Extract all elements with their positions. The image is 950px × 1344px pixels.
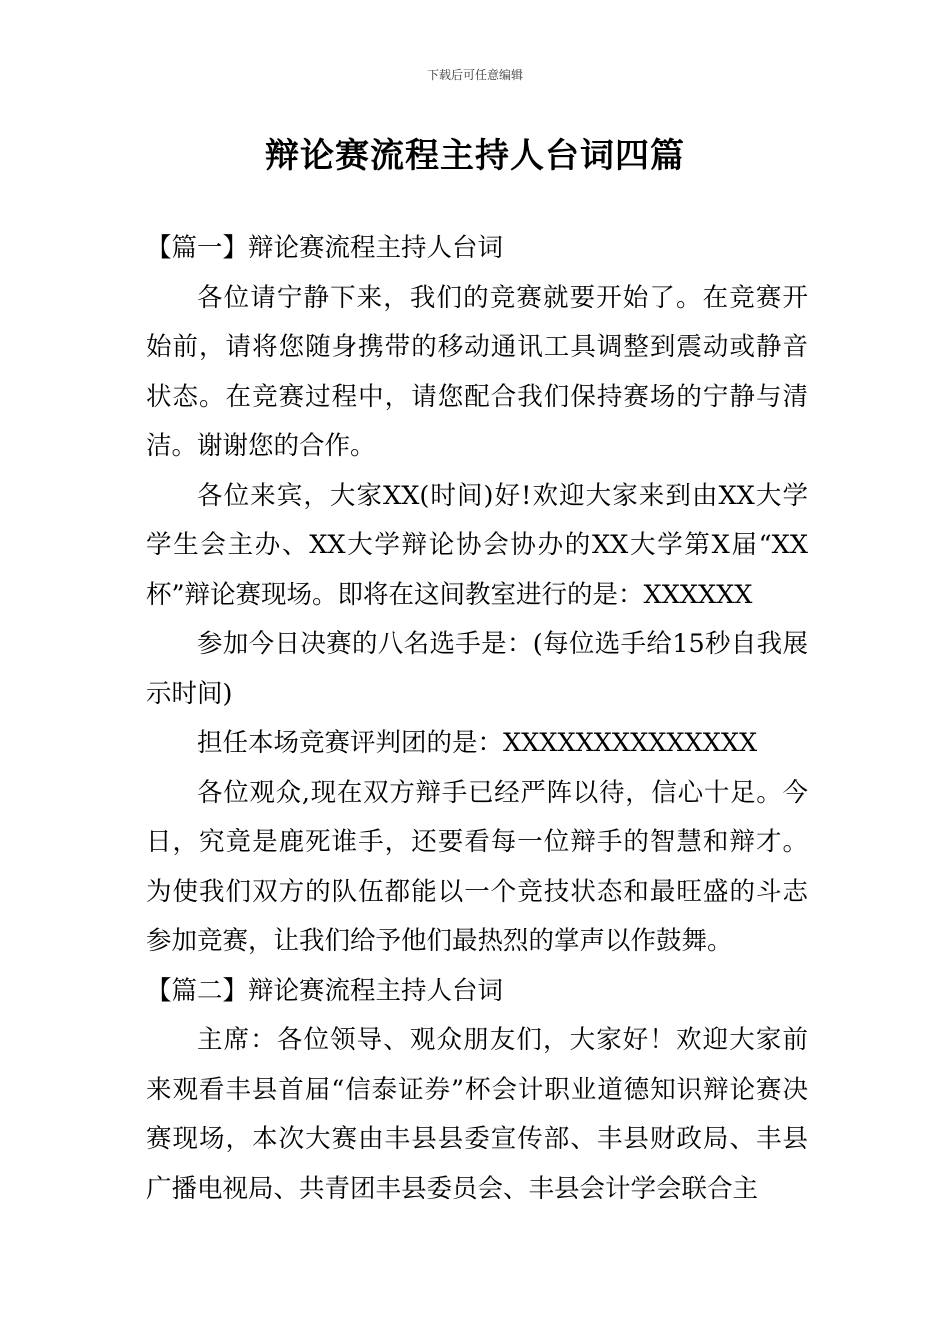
header-note: 下载后可任意编辑 [426, 68, 523, 82]
paragraph-2: 各位来宾，大家XX(时间)好!欢迎大家来到由XX大学学生会主办、XX大学辩论协会协办的XX大学第X届“XX杯”辩论赛现场。即将在这间教室进行的是：XXXXXX [146, 480, 808, 610]
section-heading-1: 【篇一】辩论赛流程主持人台词 [146, 233, 504, 263]
document-body [146, 224, 808, 1214]
section-heading-2: 【篇二】辩论赛流程主持人台词 [146, 975, 504, 1006]
paragraph-5: 各位观众,现在双方辩手已经严阵以待，信心十足。今日，究竟是鹿死谁手，还要看每一位辩手的智慧和辩才。为使我们双方的队伍都能以一个竞技状态和最旺盛的斗志参加竞赛，让我们给予他们最热烈的掌声以作鼓舞。 [146, 777, 808, 956]
paragraph-6: 主席：各位领导、观众朋友们，大家好！欢迎大家前来观看丰县首届“信泰证券”杯会计职业道德知识辩论赛决赛现场，本次大赛由丰县县委宣传部、丰县财政局、丰县广播电视局、共青团丰县委员会、丰县会计学会联合主 [146, 1025, 808, 1204]
document-title: 辩论赛流程主持人台词四篇 [265, 136, 685, 176]
paragraph-4: 担任本场竞赛评判团的是：XXXXXXXXXXXXXX [197, 728, 758, 758]
paragraph-1: 各位请宁静下来，我们的竞赛就要开始了。在竞赛开始前，请将您随身携带的移动通讯工具调整到震动或静音状态。在竞赛过程中，请您配合我们保持赛场的宁静与清洁。谢谢您的合作。 [146, 282, 808, 461]
paragraph-3: 参加今日决赛的八名选手是：(每位选手给15秒自我展示时间) [146, 629, 808, 709]
